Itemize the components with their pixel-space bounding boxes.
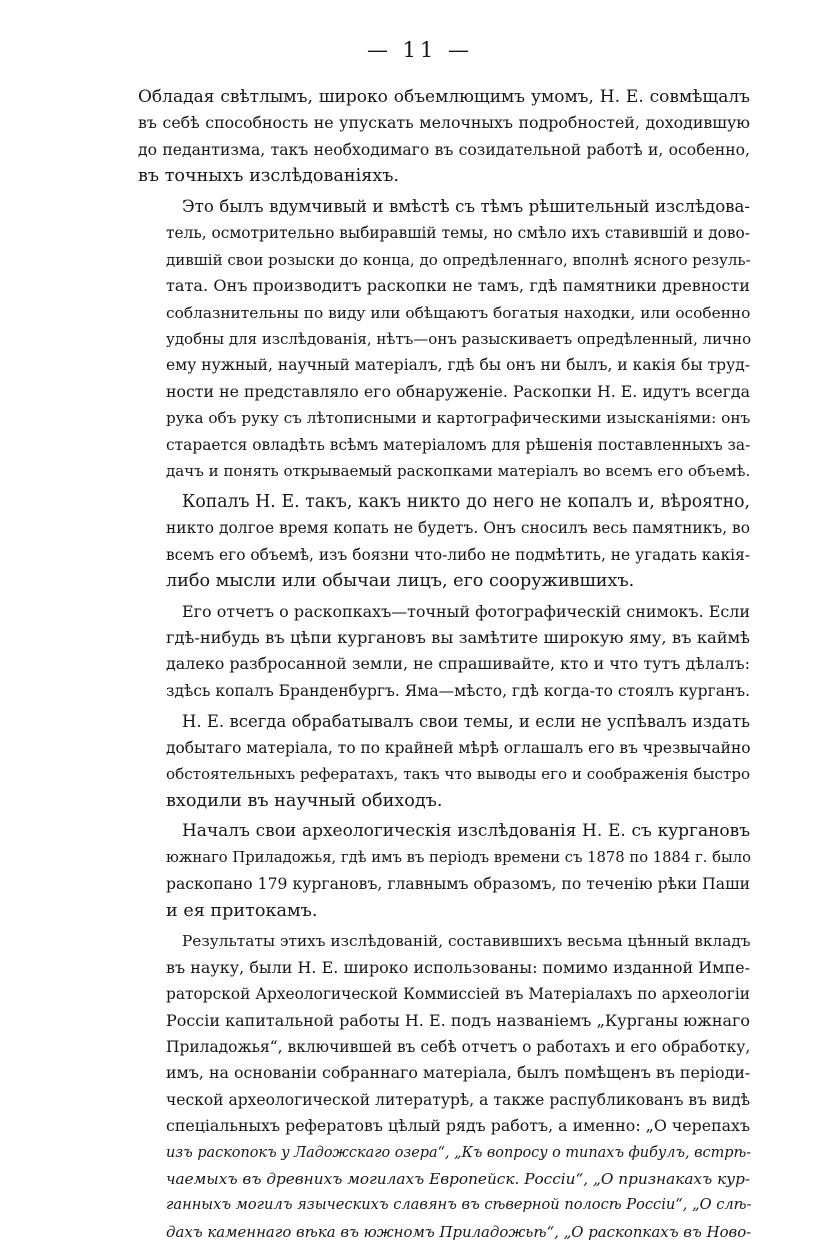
text-line: ему нужный, научный матеріалъ, гдѣ бы онъ ни былъ, и какія бы труд- <box>166 356 750 375</box>
paragraph-6 <box>138 818 750 924</box>
text-line: Копалъ Н. Е. такъ, какъ никто до него не копалъ и, вѣроятно, <box>182 491 750 512</box>
text-line: раскопано 179 кургановъ, главнымъ образомъ, по теченію рѣки Паши <box>166 875 750 894</box>
text-line: Результаты этихъ изслѣдованій, составившихъ весьма цѣнный вкладъ <box>182 932 751 951</box>
text-line: Н. Е. всегда обрабатывалъ свои темы, и если не успѣвалъ издать <box>182 711 750 731</box>
text-body <box>138 84 750 1250</box>
text-line: Обладая свѣтлымъ, широко объемлющимъ умомъ, Н. Е. совмѣщалъ <box>138 87 750 107</box>
paragraph-5 <box>138 709 750 815</box>
text-line: дачъ и понять открываемый раскопками матеріалъ во всемъ его объемѣ. <box>166 461 751 480</box>
text-line: рука объ руку съ лѣтописными и картографическими изысканіями: онъ <box>166 409 751 428</box>
text-line: изъ раскопокъ у Ладожскаго озера“, „Къ вопросу о типахъ фибулъ, встрѣ- <box>166 1144 752 1161</box>
text-line: въ точныхъ изслѣдованіяхъ. <box>138 166 400 187</box>
text-line: старается овладѣть всѣмъ матеріаломъ для рѣшенія поставленныхъ за- <box>166 435 751 454</box>
text-line: ности не представляло его обнаруженіе. Раскопки Н. Е. идутъ всегда <box>166 381 750 401</box>
text-line: въ себѣ способность не упускать мелочныхъ подробностей, доходившую <box>138 113 750 133</box>
text-line: ганныхъ могилъ языческихъ славянъ въ сѣверной полосѣ Россіи“, „О слѣ- <box>166 1196 752 1214</box>
text-line: далеко разбросанной земли, не спрашивайте, кто и что тутъ дѣлалъ: <box>166 654 750 674</box>
paragraph-2 <box>138 194 750 484</box>
text-line: тата. Онъ производитъ раскопки не тамъ, гдѣ памятники древности <box>166 276 750 296</box>
paragraph-7 <box>138 928 750 1245</box>
text-line: и ея притокамъ. <box>166 900 318 921</box>
text-line: тель, осмотрительно выбиравшій темы, но смѣло ихъ ставившій и дово- <box>166 224 750 243</box>
text-line: ческой археологической литературѣ, а также распубликованъ въ видѣ <box>166 1090 750 1109</box>
text-line: Его отчетъ о раскопкахъ—точный фотографическій снимокъ. Если <box>182 601 750 621</box>
text-line: либо мысли или обычаи лицъ, его сооружившихъ. <box>166 570 635 591</box>
text-line: Россіи капитальной работы Н. Е. подъ названіемъ „Курганы южнаго <box>166 1010 750 1030</box>
text-line: раторской Археологической Коммиссіей въ Матеріалахъ по археологіи <box>166 985 750 1004</box>
paragraph-3 <box>138 489 750 595</box>
paragraph-4 <box>138 599 750 705</box>
text-line: спеціальныхъ рефератовъ цѣлый рядъ работъ, а именно: „О черепахъ <box>166 1116 750 1136</box>
text-line: чаемыхъ въ древнихъ могилахъ Европейск. Россіи“, „О признакахъ кур- <box>166 1170 750 1189</box>
text-line: Началъ свои археологическія изслѣдованія Н. Е. съ кургановъ <box>182 821 750 842</box>
text-line: въ науку, были Н. Е. широко использованы: помимо изданной Импе- <box>166 957 750 977</box>
paragraph-1 <box>138 84 750 190</box>
text-line: гдѣ-нибудь въ цѣпи кургановъ вы замѣтите широкую яму, въ каймѣ <box>166 628 750 648</box>
text-line: входили въ научный обиходъ. <box>166 790 443 811</box>
text-line: здѣсь копалъ Бранденбургъ. Яма—мѣсто, гдѣ когда-то стоялъ курганъ. <box>166 681 751 700</box>
text-line: дившій свои розыски до конца, до опредѣленнаго, вполнѣ ясного резуль- <box>166 250 751 269</box>
text-line: никто долгое время копать не будетъ. Онъ сносилъ весь памятникъ, во <box>166 519 750 538</box>
text-line: Приладожья“, включившей въ себѣ отчетъ о работахъ и его обработку, <box>166 1038 751 1056</box>
text-line: удобны для изслѣдованія, нѣтъ—онъ разыскиваетъ опредѣленный, лично <box>166 329 752 348</box>
text-line: Это былъ вдумчивый и вмѣстѣ съ тѣмъ рѣшительный изслѣдова- <box>182 196 750 216</box>
text-line: имъ, на основаніи собраннаго матеріала, былъ помѣщенъ въ періоди- <box>166 1063 751 1083</box>
text-line: добытаго матеріала, то по крайней мѣрѣ оглашалъ его въ чрезвычайно <box>166 738 751 757</box>
text-line: до педантизма, такъ необходимаго въ созидательной работѣ и, особенно, <box>138 140 750 159</box>
text-line: всемъ его объемѣ, изъ боязни что-либо не подмѣтить, не угадать какія- <box>166 545 750 564</box>
page-number: — 11 — <box>366 38 474 62</box>
text-line: соблазнительны по виду или обѣщаютъ богатыя находки, или особенно <box>166 303 751 322</box>
text-line: обстоятельныхъ рефератахъ, такъ что выводы его и соображенія быстро <box>166 765 751 784</box>
text-line: дахъ каменнаго вѣка въ южномъ Приладожьѣ“, „О раскопкахъ въ Ново- <box>166 1222 752 1241</box>
text-line: южнаго Приладожья, гдѣ имъ въ періодъ времени съ 1878 по 1884 г. было <box>166 848 751 866</box>
